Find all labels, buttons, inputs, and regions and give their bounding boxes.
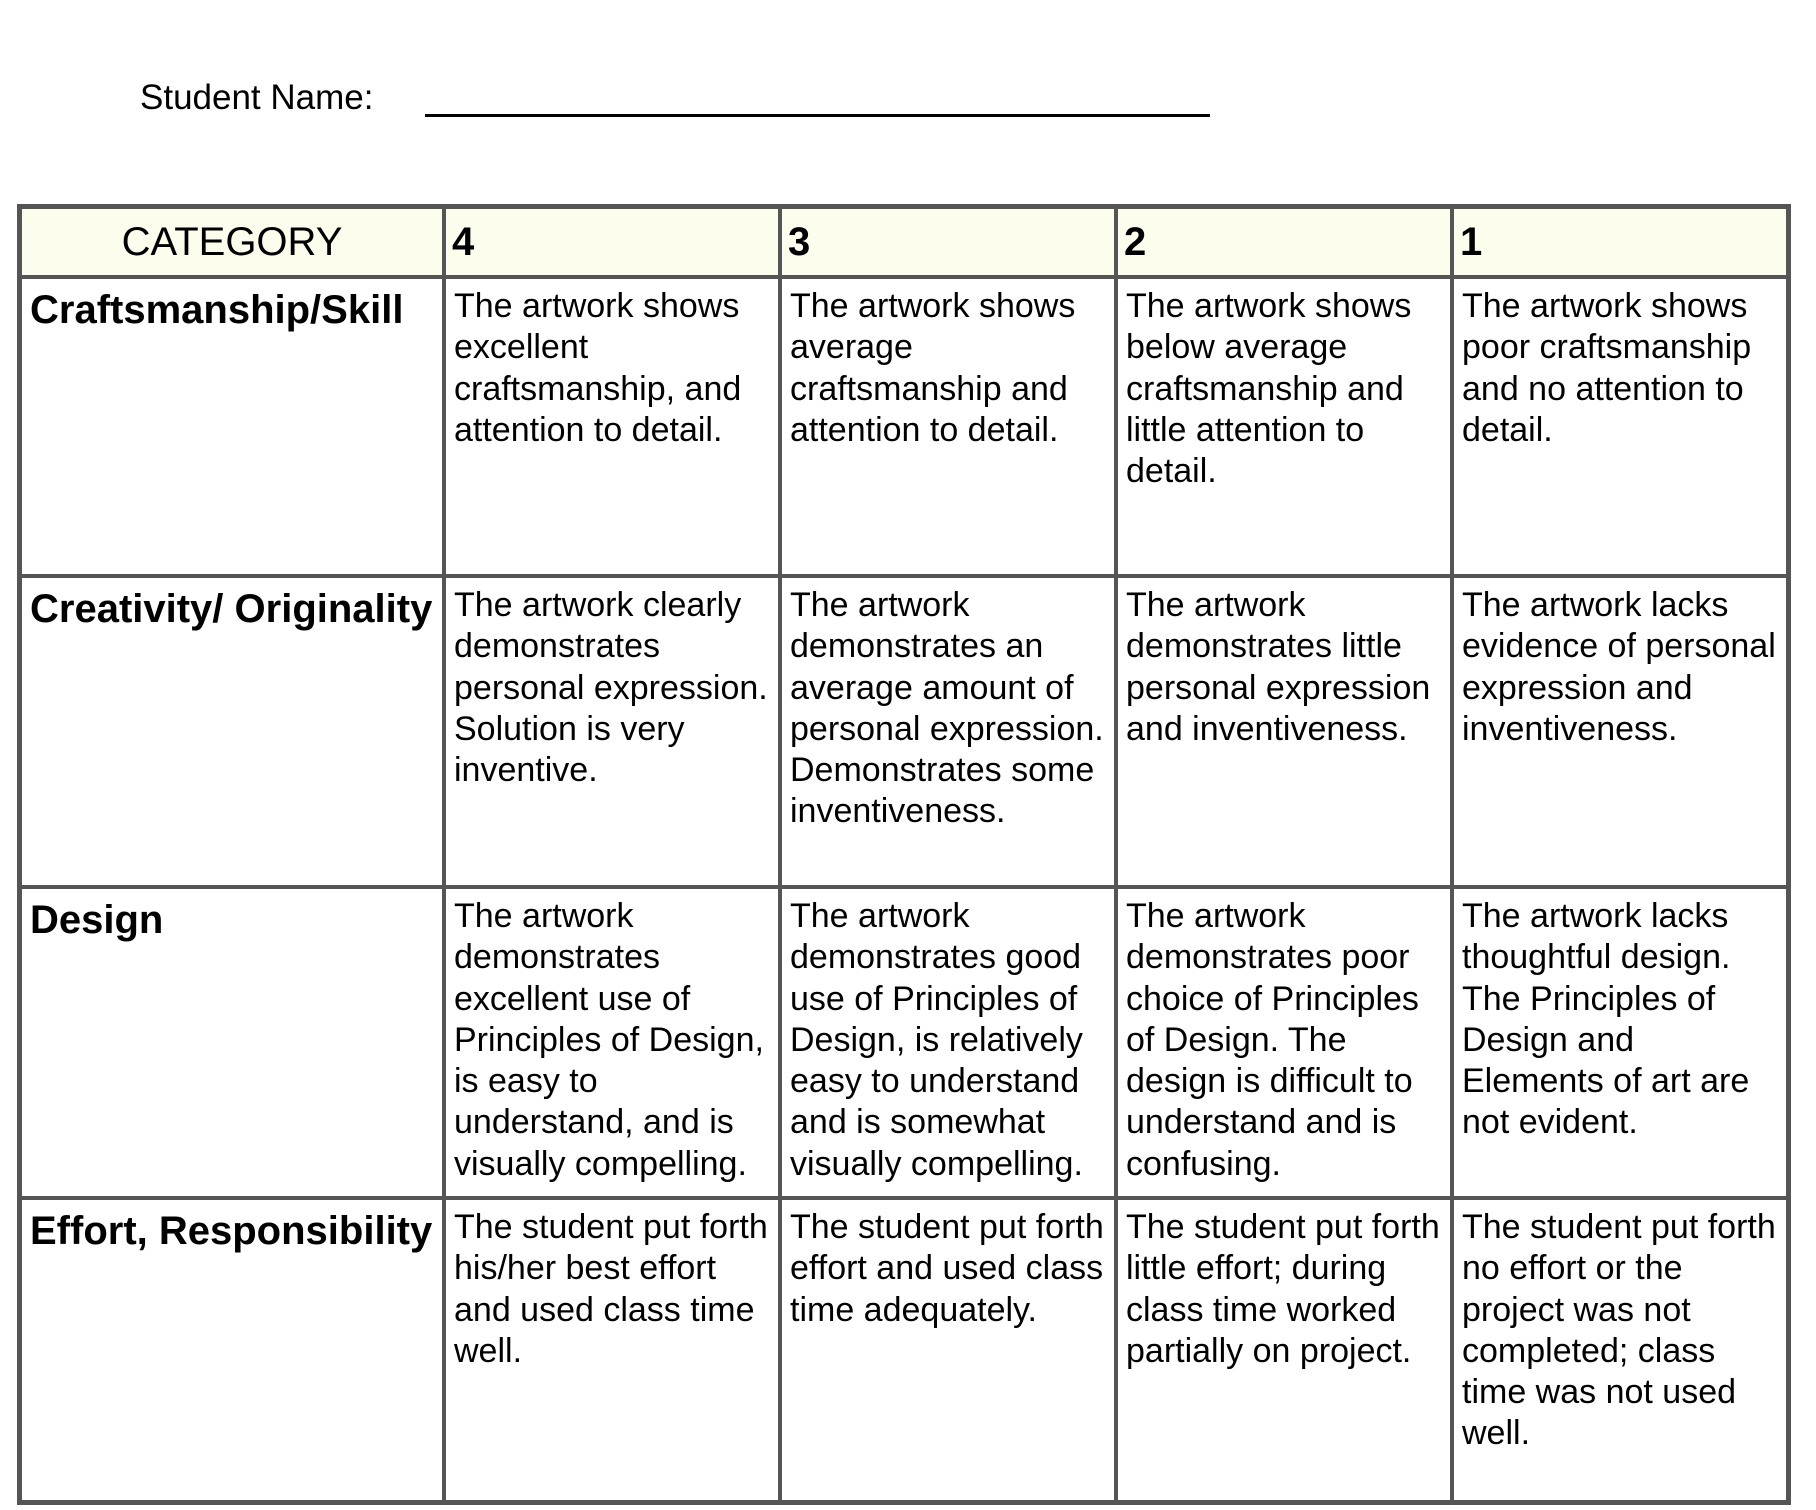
- category-cell: Craftsmanship/Skill: [20, 277, 444, 576]
- criteria-cell: The artwork shows below average craftsmanship and little attention to detail.: [1116, 277, 1452, 576]
- student-name-blank-line: [425, 114, 1210, 117]
- criteria-cell: The artwork clearly demonstrates personal expression. Solution is very inventive.: [444, 576, 780, 887]
- table-row: [20, 887, 1788, 1198]
- student-name-label: Student Name:: [140, 78, 374, 117]
- criteria-cell: The student put forth little effort; during class time worked partially on project.: [1116, 1198, 1452, 1502]
- criteria-cell: The student put forth his/her best effort and used class time well.: [444, 1198, 780, 1502]
- criteria-cell: The artwork demonstrates little personal expression and inventiveness.: [1116, 576, 1452, 887]
- criteria-cell: The artwork demonstrates an average amount of personal expression. Demonstrates some inventiveness.: [780, 576, 1116, 887]
- table-row: [20, 576, 1788, 887]
- criteria-cell: The artwork shows excellent craftsmanship, and attention to detail.: [444, 277, 780, 576]
- criteria-cell: The artwork shows average craftsmanship and attention to detail.: [780, 277, 1116, 576]
- category-cell: Creativity/ Originality: [20, 576, 444, 887]
- criteria-cell: The student put forth effort and used class time adequately.: [780, 1198, 1116, 1502]
- header-row: [20, 207, 1788, 277]
- student-name-row: [140, 70, 1240, 130]
- criteria-cell: The artwork demonstrates poor choice of Principles of Design. The design is difficult to understand and is confusing.: [1116, 887, 1452, 1198]
- column-header-2: 2: [1116, 207, 1452, 277]
- criteria-cell: The artwork lacks evidence of personal expression and inventiveness.: [1452, 576, 1788, 887]
- column-header-4: 4: [444, 207, 780, 277]
- table-row: [20, 277, 1788, 576]
- category-cell: Effort, Responsibility: [20, 1198, 444, 1502]
- rubric-table: [17, 204, 1791, 1505]
- column-header-3: 3: [780, 207, 1116, 277]
- category-cell: Design: [20, 887, 444, 1198]
- criteria-cell: The student put forth no effort or the project was not completed; class time was not used well.: [1452, 1198, 1788, 1502]
- criteria-cell: The artwork shows poor craftsmanship and no attention to detail.: [1452, 277, 1788, 576]
- criteria-cell: The artwork lacks thoughtful design. The Principles of Design and Elements of art are not evident.: [1452, 887, 1788, 1198]
- column-header-category: CATEGORY: [20, 207, 444, 277]
- criteria-cell: The artwork demonstrates good use of Principles of Design, is relatively easy to understand and is somewhat visually compelling.: [780, 887, 1116, 1198]
- table-row: [20, 1198, 1788, 1502]
- column-header-1: 1: [1452, 207, 1788, 277]
- criteria-cell: The artwork demonstrates excellent use of Principles of Design, is easy to understand, and is visually compelling.: [444, 887, 780, 1198]
